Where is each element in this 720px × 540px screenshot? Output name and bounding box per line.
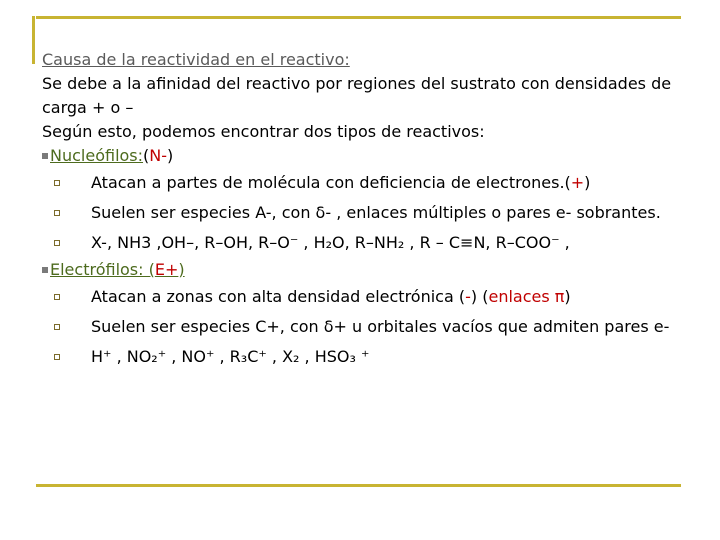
slide-heading: Causa de la reactividad en el reactivo: <box>42 50 350 69</box>
paragraph-line-2: carga + o – <box>42 98 134 117</box>
electrofilos-item-1-mid: ) ( <box>470 287 489 306</box>
hollow-bullet-icon <box>54 240 60 246</box>
electrofilos-item-1-close: ) <box>564 287 571 306</box>
left-rule <box>32 16 35 64</box>
top-rule <box>36 16 681 19</box>
list-item <box>54 168 682 198</box>
electrofilos-title <box>50 258 185 282</box>
list-item <box>54 228 682 258</box>
electrofilos-item-3-text: H⁺ , NO₂⁺ , NO⁺ , R₃C⁺ , X₂ , HSO₃ ⁺ <box>91 347 370 366</box>
nucleofilos-paren-open: ( <box>143 146 150 165</box>
square-bullet-icon <box>42 153 48 159</box>
list-item <box>54 282 682 312</box>
nucleofilos-title: Nucleófilos: <box>50 146 144 165</box>
electrofilos-paren-close: ) <box>178 260 185 279</box>
nucleofilos-heading <box>42 144 682 168</box>
nucleofilos-item-1-text: Atacan a partes de molécula con deficiencia de electrones.( <box>91 173 571 192</box>
electrofilos-item-1-sign: - <box>465 287 471 306</box>
hollow-bullet-icon <box>54 210 60 216</box>
hollow-bullet-icon <box>54 180 60 186</box>
electrofilos-item-1-pi: enlaces π <box>488 287 565 306</box>
nucleofilos-item-3-text: X-, NH3 ,OH–, R–OH, R–O⁻ , H₂O, R–NH₂ , R – C≡N, R–COO⁻ , <box>91 233 570 252</box>
paragraph-types: Según esto, podemos encontrar dos tipos de reactivos: <box>42 122 485 141</box>
square-bullet-icon <box>42 267 48 273</box>
hollow-bullet-icon <box>54 324 60 330</box>
list-item <box>54 312 682 342</box>
electrofilos-item-2-text: Suelen ser especies C+, con δ+ u orbitales vacíos que admiten pares e- <box>91 317 670 336</box>
paragraph-line-1: Se debe a la afinidad del reactivo por regiones del sustrato con densidades de <box>42 74 672 93</box>
nucleofilos-paren-close: ) <box>167 146 174 165</box>
hollow-bullet-icon <box>54 354 60 360</box>
electrofilos-title-text: Electrófilos: ( <box>50 260 155 279</box>
nucleofilos-symbol: N- <box>149 146 168 165</box>
bottom-rule <box>36 484 681 487</box>
nucleofilos-item-1-close: ) <box>584 173 591 192</box>
nucleofilos-item-1-sign: + <box>570 173 585 192</box>
slide-content <box>42 48 682 372</box>
electrofilos-symbol: E+ <box>154 260 179 279</box>
hollow-bullet-icon <box>54 294 60 300</box>
electrofilos-heading <box>42 258 682 282</box>
list-item <box>54 342 682 372</box>
list-item <box>54 198 682 228</box>
nucleofilos-item-2-text: Suelen ser especies A-, con δ- , enlaces múltiples o pares e- sobrantes. <box>91 203 661 222</box>
electrofilos-item-1-text: Atacan a zonas con alta densidad electrónica ( <box>91 287 466 306</box>
